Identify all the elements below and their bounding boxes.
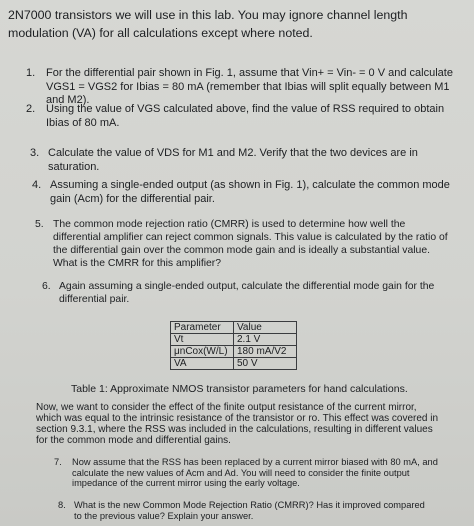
table-cell: 2.1 V — [234, 334, 297, 346]
table-cell: 50 V — [234, 358, 297, 370]
question-2 — [26, 103, 458, 130]
table-cell: μnCox(W/L) — [171, 346, 234, 358]
table-row — [171, 358, 297, 370]
question-6 — [42, 280, 452, 306]
question-number: 1. — [26, 67, 36, 79]
question-1 — [26, 67, 456, 108]
question-text: What is the new Common Mode Rejection Ratio (CMRR)? Has it improved compared to the previous value? Explain your answer. — [74, 500, 425, 521]
question-3 — [30, 147, 460, 174]
question-text: The common mode rejection ratio (CMRR) is used to determine how well the differential amplifier can reject common signals. This value is calculated by the ratio of the differential gain over the common mode gain and is ideally a substantial value. What is the CMRR for this amplifier? — [53, 219, 448, 269]
question-number: 8. — [58, 500, 66, 510]
question-4 — [32, 179, 458, 206]
table-header-row — [171, 322, 297, 334]
question-number: 6. — [42, 281, 51, 292]
table-row — [171, 346, 297, 358]
question-text: Using the value of VGS calculated above, find the value of RSS required to obtain Ibias of 80 mA. — [46, 103, 445, 129]
question-number: 3. — [30, 147, 40, 159]
question-text: Now assume that the RSS has been replaced by a current mirror biased with 80 mA, and calculate the new values of Acm and Ad. You will need to consider the finite output impedance of the current mirror using the early voltage. — [72, 457, 438, 488]
table-caption: Table 1: Approximate NMOS transistor parameters for hand calculations. — [71, 383, 408, 395]
table-cell: Vt — [171, 334, 234, 346]
body-paragraph: Now, we want to consider the effect of the finite output resistance of the current mirror, which was equal to the intrinsic resistance of the transistor or ro. This effect was covered in section 9.3.1, where the RSS was included in the calculations, resulting in different values for the common mode and differential gains. — [36, 402, 439, 446]
question-text: Calculate the value of VDS for M1 and M2. Verify that the two devices are in saturation. — [48, 147, 418, 173]
question-text: Assuming a single-ended output (as shown in Fig. 1), calculate the common mode gain (Acm) for the differential pair. — [50, 179, 450, 205]
table-header-cell: Value — [234, 322, 297, 334]
question-text: Again assuming a single-ended output, calculate the differential mode gain for the differential pair. — [59, 281, 435, 305]
question-7 — [54, 457, 438, 489]
question-text: For the differential pair shown in Fig. 1, assume that Vin+ = Vin- = 0 V and calculate VGS1 = VGS2 for Ibias = 80 mA (remember that Ibias will split equally between M1 and M2). — [46, 67, 453, 106]
table-row — [171, 334, 297, 346]
table-header-cell: Parameter — [171, 322, 234, 334]
question-number: 7. — [54, 457, 62, 467]
question-number: 5. — [35, 219, 44, 230]
table-cell: VA — [171, 358, 234, 370]
question-number: 2. — [26, 103, 36, 115]
question-8 — [58, 500, 434, 521]
intro-paragraph: 2N7000 transistors we will use in this lab. You may ignore channel length modulation (VA) for all calculations except where noted. — [8, 8, 408, 40]
parameter-table — [170, 321, 297, 370]
question-number: 4. — [32, 179, 42, 191]
question-5 — [35, 218, 453, 270]
table-cell: 180 mA/V2 — [234, 346, 297, 358]
